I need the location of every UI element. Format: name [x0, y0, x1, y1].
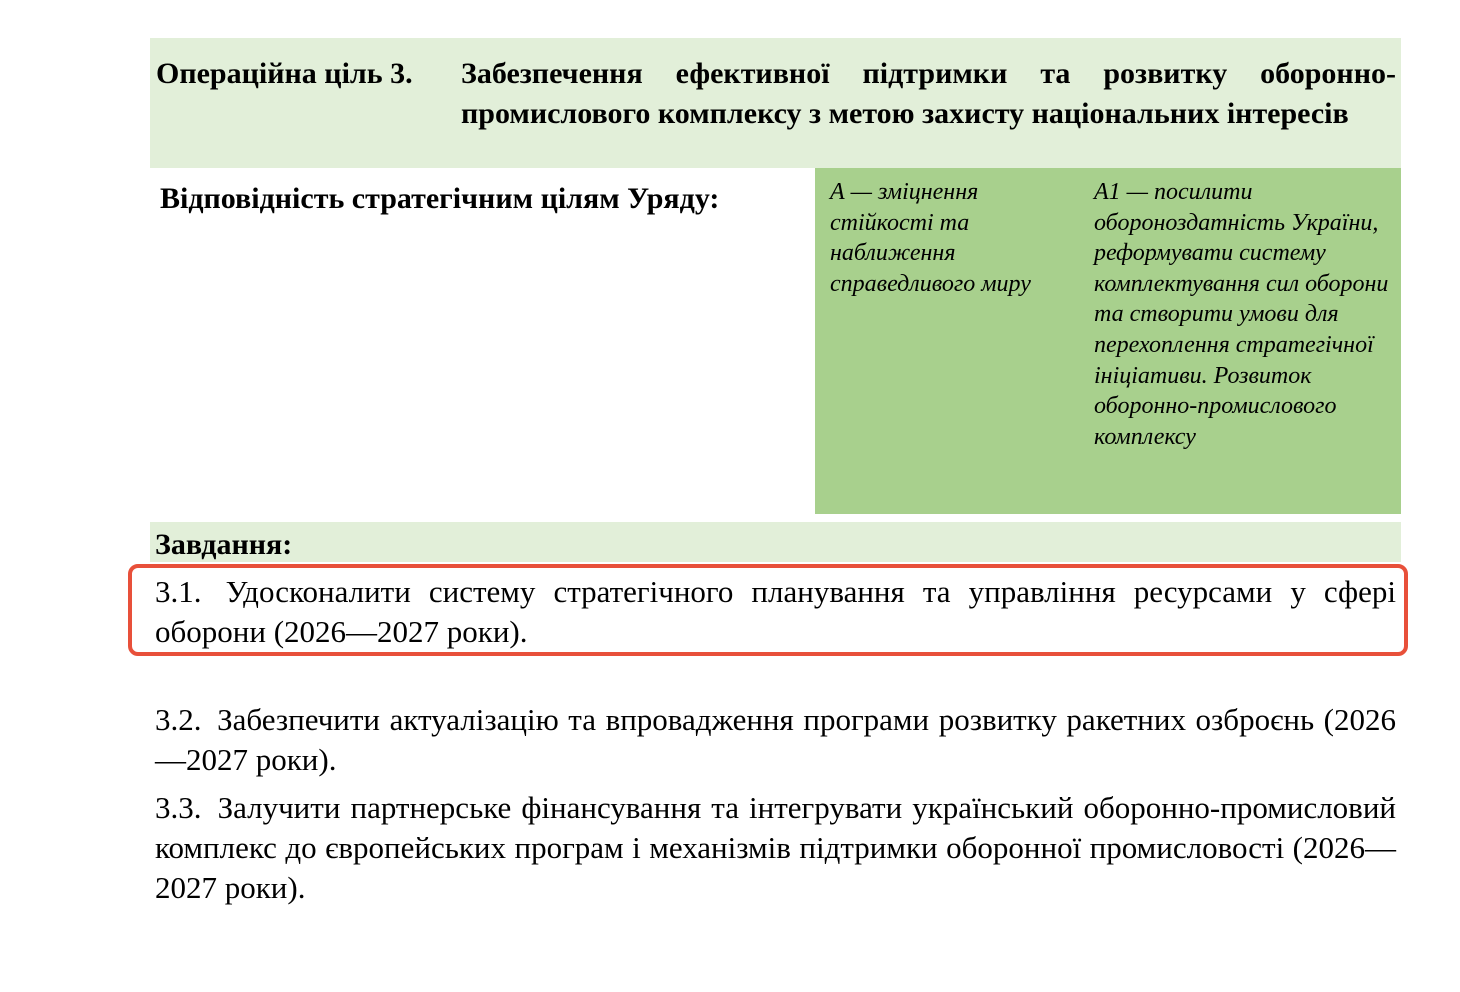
task-number: 3.1. — [155, 574, 202, 609]
government-goal-a1: А1 — посилити обороноздатність України, реформувати систему комплектування сил оборони та створити умови для перехоплення стратегічної ініціативи. Розвиток оборонно-промислового комплексу — [1094, 179, 1389, 450]
task-number: 3.3. — [155, 790, 202, 825]
tasks-label: Завдання: — [155, 528, 293, 561]
task-number: 3.2. — [155, 702, 202, 737]
goal-title: Забезпечення ефективної підтримки та розвитку оборонно-промислового комплексу з метою захисту національних інтересів — [461, 57, 1396, 130]
task-highlight-box — [128, 564, 1408, 656]
document-page — [150, 38, 1401, 908]
task-text: Удосконалити систему стратегічного планування та управління ресурсами у сфері оборони (2026—2027 роки). — [155, 574, 1396, 649]
task-item-3-2 — [155, 700, 1396, 780]
operational-goal-header — [150, 38, 1401, 168]
government-goal-a: А — зміцнення стійкості та наближення справедливого миру — [830, 179, 1031, 297]
task-item-3-3 — [155, 788, 1396, 908]
strategic-alignment-section — [150, 168, 1401, 514]
goal-prefix: Операційна ціль 3. — [156, 57, 413, 90]
task-text: Залучити партнерське фінансування та інтегрувати український оборонно-промисловий комплекс до європейських програм і механізмів підтримки оборонної промисловості (2026—2027 роки). — [155, 790, 1396, 905]
government-goals-box — [815, 168, 1401, 514]
alignment-label: Відповідність стратегічним цілям Уряду: — [160, 182, 720, 215]
task-text: Забезпечити актуалізацію та впровадження програми розвитку ракетних озброєнь (2026—2027 роки). — [155, 702, 1397, 777]
tasks-header — [150, 522, 1401, 562]
